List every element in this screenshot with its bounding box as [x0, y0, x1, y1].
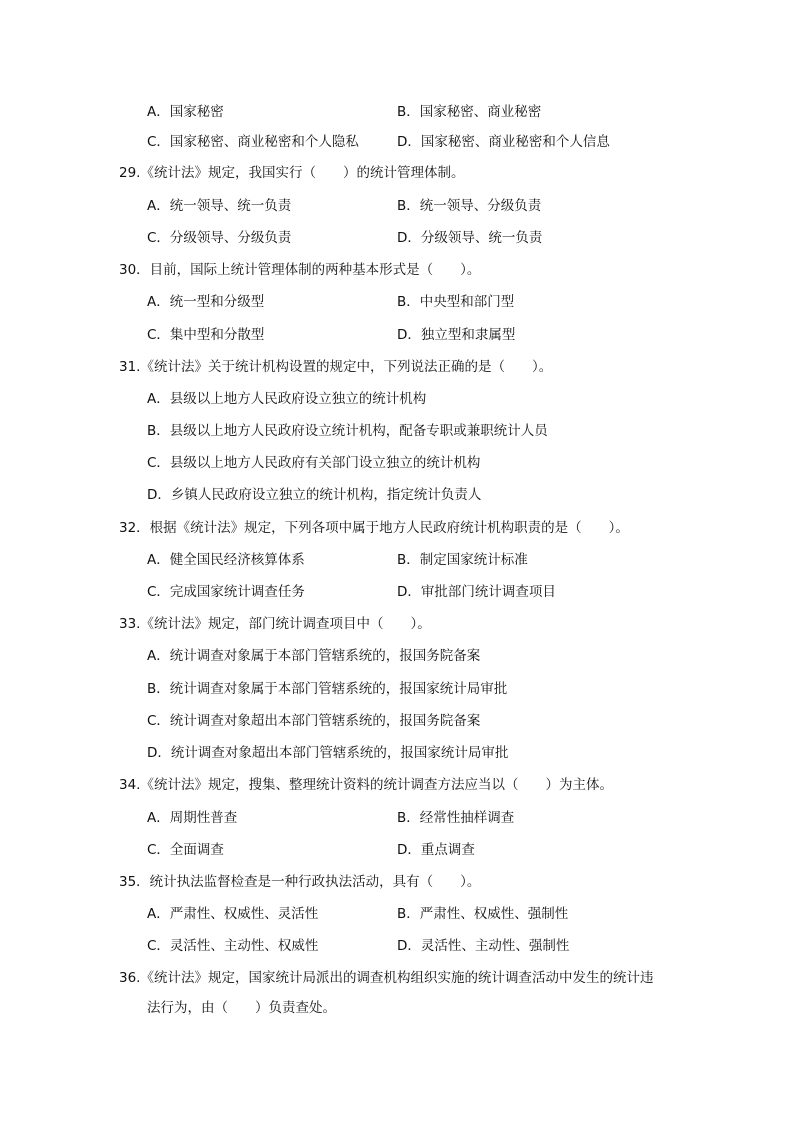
option-d-q31: D．乡镇人民政府设立独立的统计机构，指定统计负责人 — [147, 487, 482, 503]
option-a-q31: A．县级以上地方人民政府设立独立的统计机构 — [147, 391, 427, 407]
question-33: 33.《统计法》规定，部门统计调查项目中（ ）。 — [119, 616, 431, 632]
option-c-q28: C．国家秘密、商业秘密和个人隐私 — [147, 134, 359, 150]
option-a-q28: A．国家秘密 — [147, 104, 224, 120]
option-b-q31: B．县级以上地方人民政府设立统计机构，配备专职或兼职统计人员 — [147, 423, 548, 439]
option-c-q29: C．分级领导、分级负责 — [147, 230, 292, 246]
question-35: 35．统计执法监督检查是一种行政执法活动，具有（ ）。 — [119, 874, 481, 890]
question-36: 36.《统计法》规定，国家统计局派出的调查机构组织实施的统计调查活动中发生的统计违 — [119, 970, 654, 986]
option-c-q31: C．县级以上地方人民政府有关部门设立独立的统计机构 — [147, 455, 481, 471]
option-c-q35: C．灵活性、主动性、权威性 — [147, 938, 319, 954]
option-d-q29: D．分级领导、统一负责 — [397, 230, 543, 246]
option-c-q33: C．统计调查对象超出本部门管辖系统的，报国务院备案 — [147, 713, 481, 729]
question-36-continued: 法行为，由（ ）负责查处。 — [147, 1000, 336, 1016]
option-b-q29: B．统一领导、分级负责 — [397, 198, 542, 214]
option-a-q35: A．严肃性、权威性、灵活性 — [147, 906, 319, 922]
option-a-q34: A．周期性普查 — [147, 810, 238, 826]
option-d-q28: D．国家秘密、商业秘密和个人信息 — [397, 134, 610, 150]
option-c-q32: C．完成国家统计调查任务 — [147, 584, 305, 600]
option-b-q33: B．统计调查对象属于本部门管辖系统的，报国家统计局审批 — [147, 681, 508, 697]
option-d-q30: D．独立型和隶属型 — [397, 327, 516, 343]
option-a-q29: A．统一领导、统一负责 — [147, 198, 292, 214]
option-b-q30: B．中央型和部门型 — [397, 294, 515, 310]
option-a-q33: A．统计调查对象属于本部门管辖系统的，报国务院备案 — [147, 648, 481, 664]
option-a-q32: A．健全国民经济核算体系 — [147, 552, 305, 568]
question-29: 29.《统计法》规定，我国实行（ ）的统计管理体制。 — [119, 165, 465, 181]
question-30: 30．目前，国际上统计管理体制的两种基本形式是（ ）。 — [119, 262, 481, 278]
option-a-q30: A．统一型和分级型 — [147, 294, 265, 310]
option-c-q30: C．集中型和分散型 — [147, 327, 265, 343]
option-d-q34: D．重点调查 — [397, 842, 475, 858]
option-c-q34: C．全面调查 — [147, 842, 224, 858]
question-31: 31.《统计法》关于统计机构设置的规定中，下列说法正确的是（ ）。 — [119, 359, 553, 375]
option-d-q33: D．统计调查对象超出本部门管辖系统的，报国家统计局审批 — [147, 745, 509, 761]
option-d-q35: D．灵活性、主动性、强制性 — [397, 938, 570, 954]
option-b-q28: B．国家秘密、商业秘密 — [397, 104, 542, 120]
question-34: 34.《统计法》规定，搜集、整理统计资料的统计调查方法应当以（ ）为主体。 — [119, 777, 613, 793]
question-32: 32．根据《统计法》规定，下列各项中属于地方人民政府统计机构职责的是（ ）。 — [119, 520, 629, 536]
option-d-q32: D．审批部门统计调查项目 — [397, 584, 556, 600]
option-b-q32: B．制定国家统计标准 — [397, 552, 528, 568]
option-b-q34: B．经常性抽样调查 — [397, 810, 515, 826]
option-b-q35: B．严肃性、权威性、强制性 — [397, 906, 569, 922]
